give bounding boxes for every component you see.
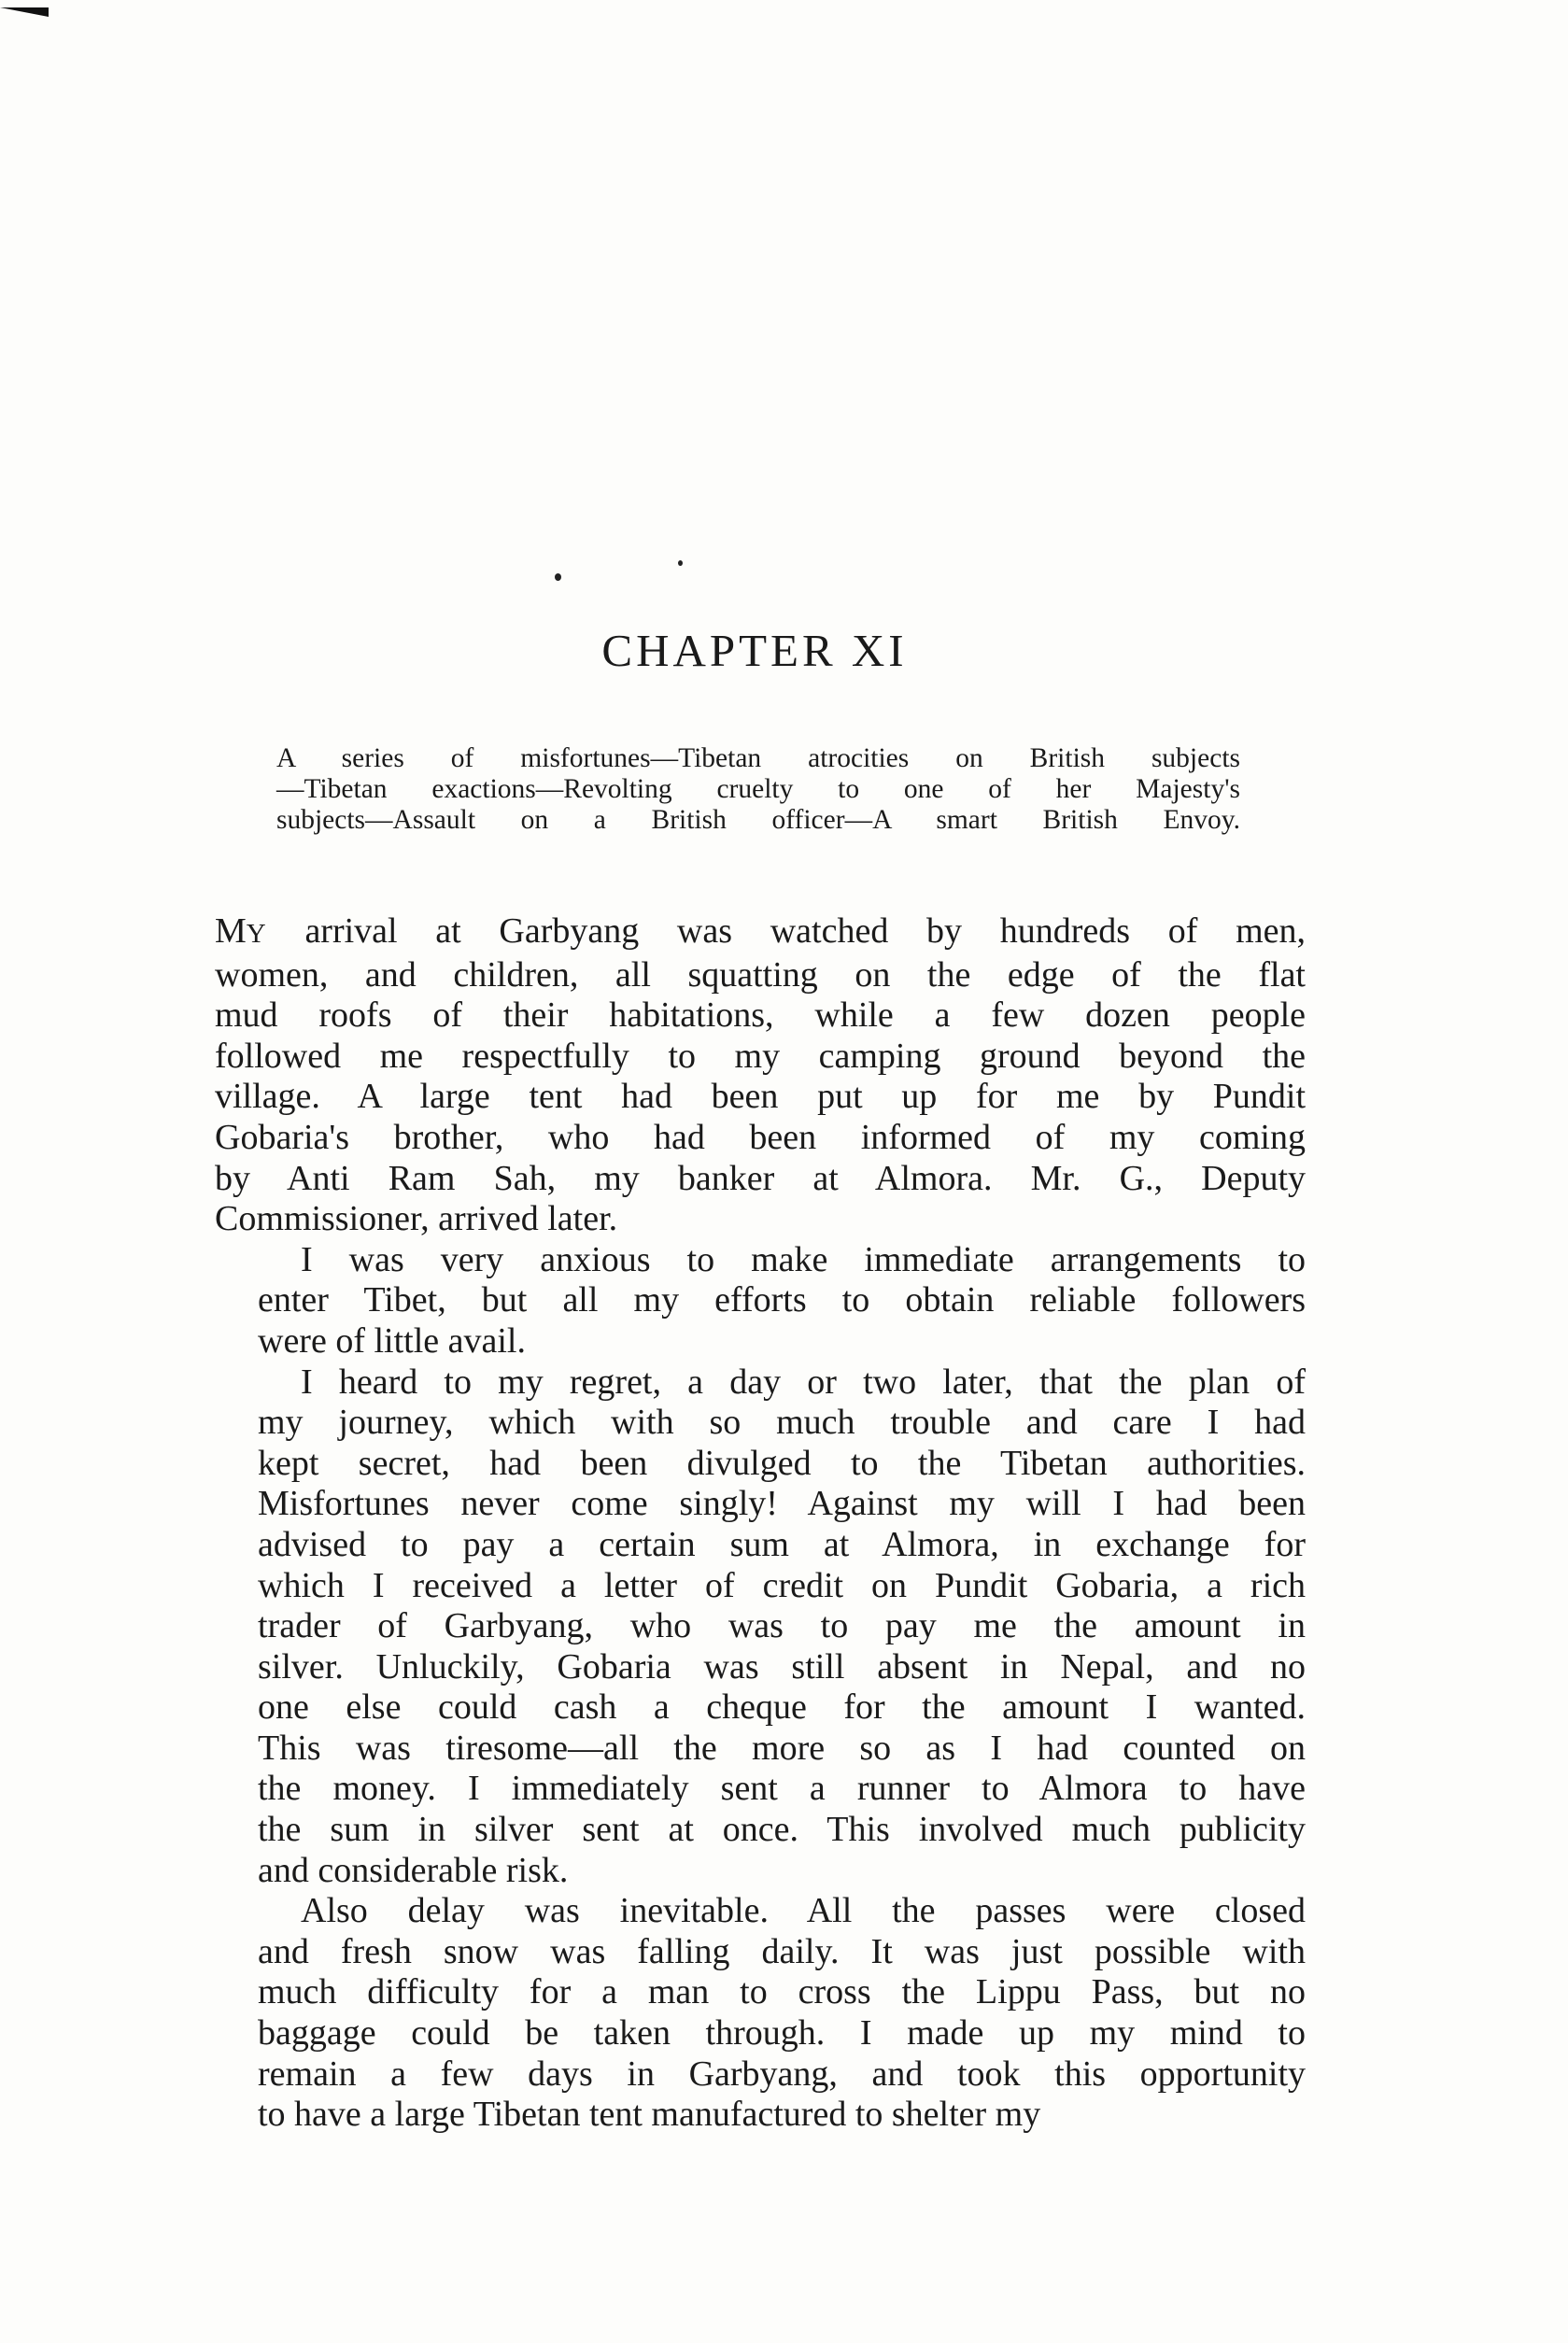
- text-line: women, and children, all squatting on the edge of the flat: [215, 954, 1306, 995]
- summary-line: A series of misfortunes—Tibetan atrocities on British subjects: [276, 743, 1240, 773]
- text-line: I was very anxious to make immediate arrangements to: [301, 1239, 1306, 1279]
- summary-line: —Tibetan exactions—Revolting cruelty to one of her Majesty's: [276, 774, 1240, 804]
- text-line: were of little avail.: [258, 1320, 526, 1361]
- text-line: Gobaria's brother, who had been informed of my coming: [215, 1117, 1306, 1157]
- summary-line: subjects—Assault on a British officer—A smart British Envoy.: [276, 805, 1240, 835]
- text-line: the sum in silver sent at once. This involved much publicity: [258, 1810, 1306, 1850]
- text-line: I heard to my regret, a day or two later, that the plan of: [301, 1362, 1306, 1402]
- chapter-summary: [276, 743, 1240, 836]
- text-line: my journey, which with so much trouble and care I had: [258, 1403, 1306, 1443]
- paragraph: [215, 1362, 1306, 1892]
- text-line: Also delay was inevitable. All the passes were closed: [301, 1891, 1306, 1931]
- text-line: much difficulty for a man to cross the Lippu Pass, but no: [258, 1972, 1306, 2012]
- text-line: to have a large Tibetan tent manufactured to shelter my: [258, 2095, 1041, 2135]
- text-line: Commissioner, arrived later.: [215, 1199, 618, 1239]
- text-line: remain a few days in Garbyang, and took this opportunity: [258, 2054, 1306, 2094]
- text-line: one else could cash a cheque for the amount I wanted.: [258, 1687, 1306, 1728]
- text-line: by Anti Ram Sah, my banker at Almora. Mr. G., Deputy: [215, 1158, 1306, 1198]
- text-line: baggage could be taken through. I made up my mind to: [258, 2013, 1306, 2054]
- text-line: kept secret, had been divulged to the Tibetan authorities.: [258, 1443, 1306, 1483]
- text-line: enter Tibet, but all my efforts to obtain reliable followers: [258, 1280, 1306, 1320]
- text-line: silver. Unluckily, Gobaria was still absent in Nepal, and no: [258, 1646, 1306, 1687]
- corner-mark: [0, 7, 49, 17]
- text-line: trader of Garbyang, who was to pay me the amount in: [258, 1606, 1306, 1646]
- text-line: This was tiresome—all the more so as I had counted on: [258, 1728, 1306, 1768]
- opening-initial: MY: [215, 911, 267, 951]
- paragraph: [215, 1240, 1306, 1362]
- text-line: village. A large tent had been put up for me by Pundit: [215, 1077, 1306, 1117]
- text-line-rest: arrival at Garbyang was watched by hundreds of men,: [266, 911, 1306, 951]
- text-line: mud roofs of their habitations, while a few dozen people: [215, 995, 1306, 1036]
- paragraph: [215, 911, 1306, 1240]
- chapter-title: CHAPTER XI: [601, 625, 908, 676]
- text-line: the money. I immediately sent a runner to Almora to have: [258, 1769, 1306, 1809]
- text-line: advised to pay a certain sum at Almora, in exchange for: [258, 1524, 1306, 1564]
- text-line: and considerable risk.: [258, 1850, 569, 1890]
- body-text: [215, 911, 1306, 2136]
- text-line: which I received a letter of credit on Pundit Gobaria, a rich: [258, 1565, 1306, 1605]
- printing-speck: [678, 560, 683, 566]
- text-line: and fresh snow was falling daily. It was just possible with: [258, 1931, 1306, 1971]
- paragraph: [215, 1891, 1306, 2136]
- text-line: followed me respectfully to my camping ground beyond the: [215, 1036, 1306, 1076]
- text-line: Misfortunes never come singly! Against my will I had been: [258, 1484, 1306, 1524]
- text-line: [215, 911, 1306, 955]
- printing-speck: [555, 573, 561, 581]
